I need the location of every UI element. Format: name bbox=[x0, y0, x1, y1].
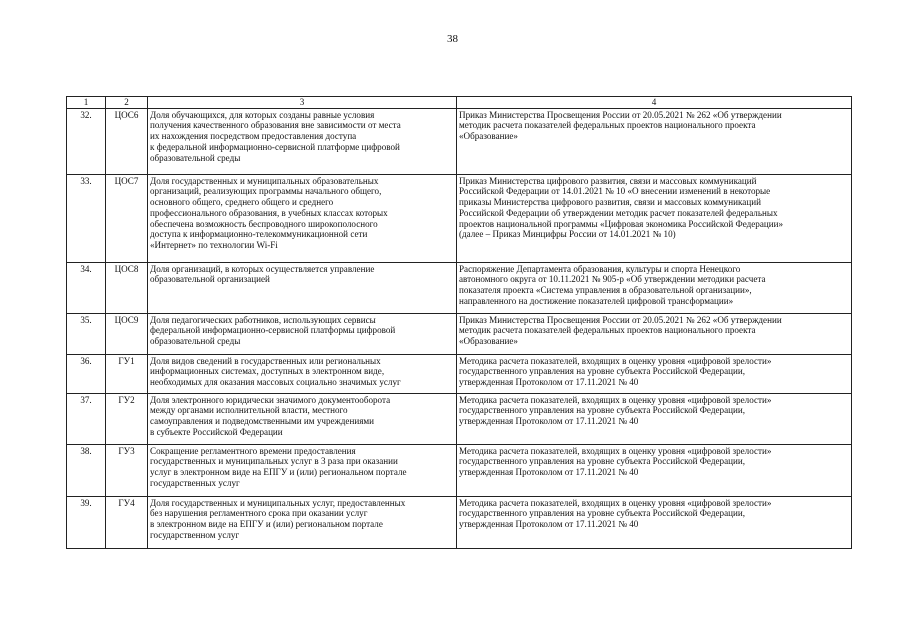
source-text: Методика расчета показателей, входящих в оценку уровня «цифровой зрелости» государственного управления на уровне субъекта Российской Федерации, утвержденная Протоколом от 17.11.2021 № 40 bbox=[459, 497, 772, 530]
indicator-code: ЦОС9 bbox=[106, 313, 148, 354]
indicator-text: Доля педагогических работников, использующих сервисы федеральной информационно-сервисной платформы цифровой образовательной среды bbox=[150, 314, 396, 347]
indicator-name bbox=[148, 262, 457, 313]
indicator-code: ЦОС8 bbox=[106, 262, 148, 313]
indicator-code: ГУ2 bbox=[106, 393, 148, 444]
row-number: 33. bbox=[67, 174, 106, 262]
row-number: 38. bbox=[67, 444, 106, 496]
table-row bbox=[67, 174, 852, 262]
source-text: Методика расчета показателей, входящих в оценку уровня «цифровой зрелости» государственного управления на уровне субъекта Российской Федерации, утвержденная Протоколом от 17.11.2021 № 40 bbox=[459, 445, 772, 478]
indicator-text: Доля обучающихся, для которых созданы равные условия получения качественного образования вне зависимости от места их нахождения посредством предоставления доступа к федеральной информационно-сервисной платформе цифровой образовательной среды bbox=[150, 109, 401, 163]
indicator-code: ЦОС6 bbox=[106, 108, 148, 174]
methodology-source bbox=[457, 108, 852, 174]
row-number: 34. bbox=[67, 262, 106, 313]
table-row bbox=[67, 108, 852, 174]
source-text: Приказ Министерства Просвещения России от 20.05.2021 № 262 «Об утверждении методик расчета показателей федеральных проектов национального проекта «Образование» bbox=[459, 314, 782, 347]
source-text: Приказ Министерства цифрового развития, связи и массовых коммуникаций Российской Федерации от 14.01.2021 № 10 «О внесении изменений в некоторые приказы Министерства цифрового развития, связи и массовых коммуникаций Российской Федерации об утверждении методик расчет показателей федеральных проектов национальной программы «Цифровая экономика Российской Федерации» (далее – Приказ Минцифры России от 14.01.2021 № 10) bbox=[459, 175, 784, 240]
methodology-source bbox=[457, 393, 852, 444]
column-header-source: 4 bbox=[457, 97, 852, 109]
methodology-source bbox=[457, 354, 852, 393]
indicator-text: Доля видов сведений в государственных или региональных информационных системах, доступных в электронном виде, необходимых для оказания массовых социально значимых услуг bbox=[150, 355, 401, 388]
column-header-number: 1 bbox=[67, 97, 106, 109]
page-number: 38 bbox=[447, 33, 458, 45]
table-row bbox=[67, 313, 852, 354]
source-text: Методика расчета показателей, входящих в оценку уровня «цифровой зрелости» государственного управления на уровне субъекта Российской Федерации, утвержденная Протоколом от 17.11.2021 № 40 bbox=[459, 394, 772, 427]
methodology-source bbox=[457, 262, 852, 313]
methodology-source bbox=[457, 496, 852, 548]
table-row bbox=[67, 262, 852, 313]
methodology-source bbox=[457, 444, 852, 496]
indicator-name bbox=[148, 496, 457, 548]
indicator-name bbox=[148, 444, 457, 496]
methodology-source bbox=[457, 174, 852, 262]
indicator-name bbox=[148, 174, 457, 262]
row-number: 39. bbox=[67, 496, 106, 548]
indicator-name bbox=[148, 313, 457, 354]
indicator-code: ЦОС7 bbox=[106, 174, 148, 262]
indicator-text: Доля электронного юридически значимого документооборота между органами исполнительной власти, местного самоуправления и подведомственными им учреждениями в субъекте Российской Федерации bbox=[150, 394, 391, 437]
indicator-text: Доля организаций, в которых осуществляется управление образовательной организацией bbox=[150, 263, 375, 285]
table-row bbox=[67, 444, 852, 496]
row-number: 35. bbox=[67, 313, 106, 354]
row-number: 36. bbox=[67, 354, 106, 393]
row-number: 37. bbox=[67, 393, 106, 444]
indicator-text: Доля государственных и муниципальных услуг, предоставленных без нарушения регламентного срока при оказании услуг в электронном виде на ЕПГУ и (или) региональном портале государственном услуг bbox=[150, 497, 406, 540]
indicators-table bbox=[66, 96, 852, 549]
indicator-name bbox=[148, 393, 457, 444]
source-text: Приказ Министерства Просвещения России от 20.05.2021 № 262 «Об утверждении методик расчета показателей федеральных проектов национального проекта «Образование» bbox=[459, 109, 782, 142]
methodology-source bbox=[457, 313, 852, 354]
indicator-text: Сокращение регламентного времени предоставления государственных и муниципальных услуг в 3 раза при оказании услуг в электронном виде на ЕПГУ и (или) региональном портале государственных услуг bbox=[150, 445, 407, 488]
indicator-text: Доля государственных и муниципальных образовательных организаций, реализующих программы начального общего, основного общего, среднего общего и среднего профессионального образования, в учебных классах которых обеспечена возможность беспроводного широкополосного доступа к информационно-телекоммуникационной сети «Интернет» по технологии Wi-Fi bbox=[150, 175, 388, 250]
indicator-code: ГУ3 bbox=[106, 444, 148, 496]
row-number: 32. bbox=[67, 108, 106, 174]
indicator-name bbox=[148, 108, 457, 174]
source-text: Распоряжение Департамента образования, культуры и спорта Ненецкого автономного округа от 10.11.2021 № 905-р «Об утверждении методики расчета показателя проекта «Система управления в образовательной организации», направленного на достижение показателей цифровой трансформации» bbox=[459, 263, 766, 306]
table-row bbox=[67, 354, 852, 393]
column-header-indicator: 3 bbox=[148, 97, 457, 109]
indicator-name bbox=[148, 354, 457, 393]
column-header-code: 2 bbox=[106, 97, 148, 109]
indicator-code: ГУ1 bbox=[106, 354, 148, 393]
indicator-code: ГУ4 bbox=[106, 496, 148, 548]
table-row bbox=[67, 496, 852, 548]
table-header-row bbox=[67, 97, 852, 109]
table-row bbox=[67, 393, 852, 444]
source-text: Методика расчета показателей, входящих в оценку уровня «цифровой зрелости» государственного управления на уровне субъекта Российской Федерации, утвержденная Протоколом от 17.11.2021 № 40 bbox=[459, 355, 772, 388]
